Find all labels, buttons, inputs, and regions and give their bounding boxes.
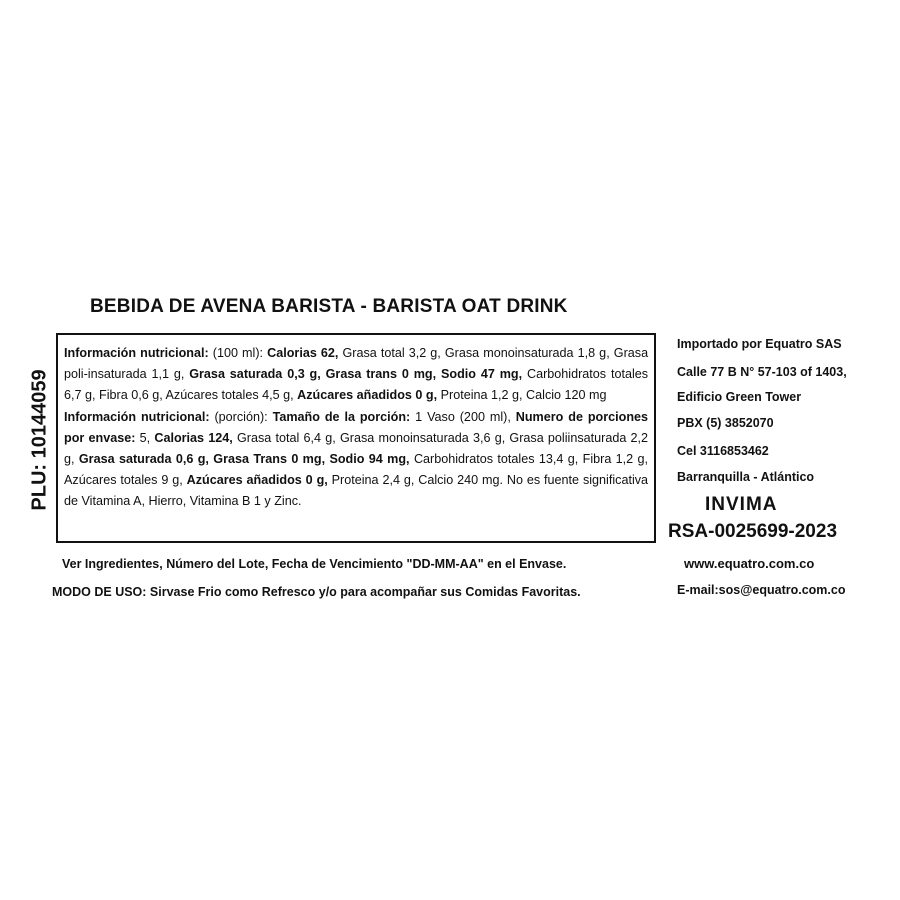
importer-name: Importado por Equatro SAS [677, 337, 842, 351]
total-sugars: Azúcares totales 4,5 g, [165, 388, 294, 402]
total-sugars: Azúcares totales 9 g, [64, 473, 183, 487]
lot-info-line: Ver Ingredientes, Número del Lote, Fecha de Vencimiento "DD-MM-AA" en el Envase. [62, 557, 567, 571]
nutrition-basis: (porción): [214, 410, 268, 424]
nutrition-header: Información nutricional: [64, 410, 210, 424]
portion-size-value: 1 Vaso (200 ml), [415, 410, 511, 424]
email: E-mail:sos@equatro.com.co [677, 583, 846, 597]
polyunsaturated-fat: Grasa poli-insaturada 1,1 g, [64, 346, 649, 381]
importer-city: Barranquilla - Atlántico [677, 470, 815, 484]
carbohydrates: Carbohidratos totales 6,7 g, [64, 367, 649, 402]
nutrition-basis: (100 ml): [212, 346, 264, 360]
saturated-fat-value: 0,3 g, [287, 367, 321, 381]
calories: Calorias 62, [267, 346, 339, 360]
portion-size-label: Tamaño de la porción: [272, 410, 411, 424]
nutrition-note: No es fuente significativa de Vitamina A, Hierro, Vitamina B 1 y Zinc. [64, 473, 649, 508]
nutrition-header: Información nutricional: [64, 346, 209, 360]
sanitary-registration: RSA-0025699-2023 [668, 521, 838, 542]
calcium: Calcio 240 mg. [418, 473, 503, 487]
plu-text: PLU: 10144059 [28, 369, 51, 511]
calcium: Calcio 120 mg [526, 388, 607, 402]
polyunsaturated-fat: Grasa poliinsaturada 2,2 g, [64, 431, 649, 466]
servings-label: Numero de porciones por envase: [64, 410, 649, 445]
nutrition-per-100ml [64, 343, 648, 406]
importer-pbx: PBX (5) 3852070 [677, 416, 774, 430]
importer-cel: Cel 3116853462 [677, 444, 769, 458]
monounsaturated-fat: Grasa monoinsaturada 3,6 g, [339, 431, 506, 445]
total-fat: Grasa total 3,2 g, [342, 346, 441, 360]
servings-value: 5, [139, 431, 151, 445]
importer-address: Calle 77 B N° 57-103 of 1403, [677, 365, 847, 379]
sodium: Sodio 47 mg, [441, 367, 523, 381]
trans-fat: Grasa Trans 0 mg, [213, 452, 326, 466]
fiber: Fibra 0,6 g, [99, 388, 163, 402]
saturated-fat-value: 0,6 g, [175, 452, 209, 466]
calories: Calorias 124, [154, 431, 233, 445]
saturated-fat-label: Grasa saturada [78, 452, 172, 466]
website: www.equatro.com.co [684, 556, 815, 571]
importer-building: Edificio Green Tower [677, 390, 802, 404]
protein: Proteina 2,4 g, [331, 473, 415, 487]
carbohydrates: Carbohidratos totales 13,4 g, [413, 452, 579, 466]
invima-heading: INVIMA [705, 494, 778, 515]
usage-instructions: MODO DE USO: Sirvase Frio como Refresco y/o para acompañar sus Comidas Favoritas. [52, 585, 581, 599]
monounsaturated-fat: Grasa monoinsaturada 1,8 g, [444, 346, 610, 360]
protein: Proteina 1,2 g, [440, 388, 523, 402]
nutrition-per-portion [64, 407, 648, 512]
trans-fat: Grasa trans 0 mg, [325, 367, 437, 381]
saturated-fat-label: Grasa saturada [189, 367, 283, 381]
fiber: Fibra 1,2 g, [582, 452, 649, 466]
sodium: Sodio 94 mg, [329, 452, 410, 466]
product-title: BEBIDA DE AVENA BARISTA - BARISTA OAT DRINK [90, 296, 568, 317]
nutrition-facts-box [56, 333, 656, 543]
added-sugars: Azúcares añadidos 0 g, [297, 388, 438, 402]
added-sugars: Azúcares añadidos 0 g, [186, 473, 328, 487]
total-fat: Grasa total 6,4 g, [237, 431, 336, 445]
